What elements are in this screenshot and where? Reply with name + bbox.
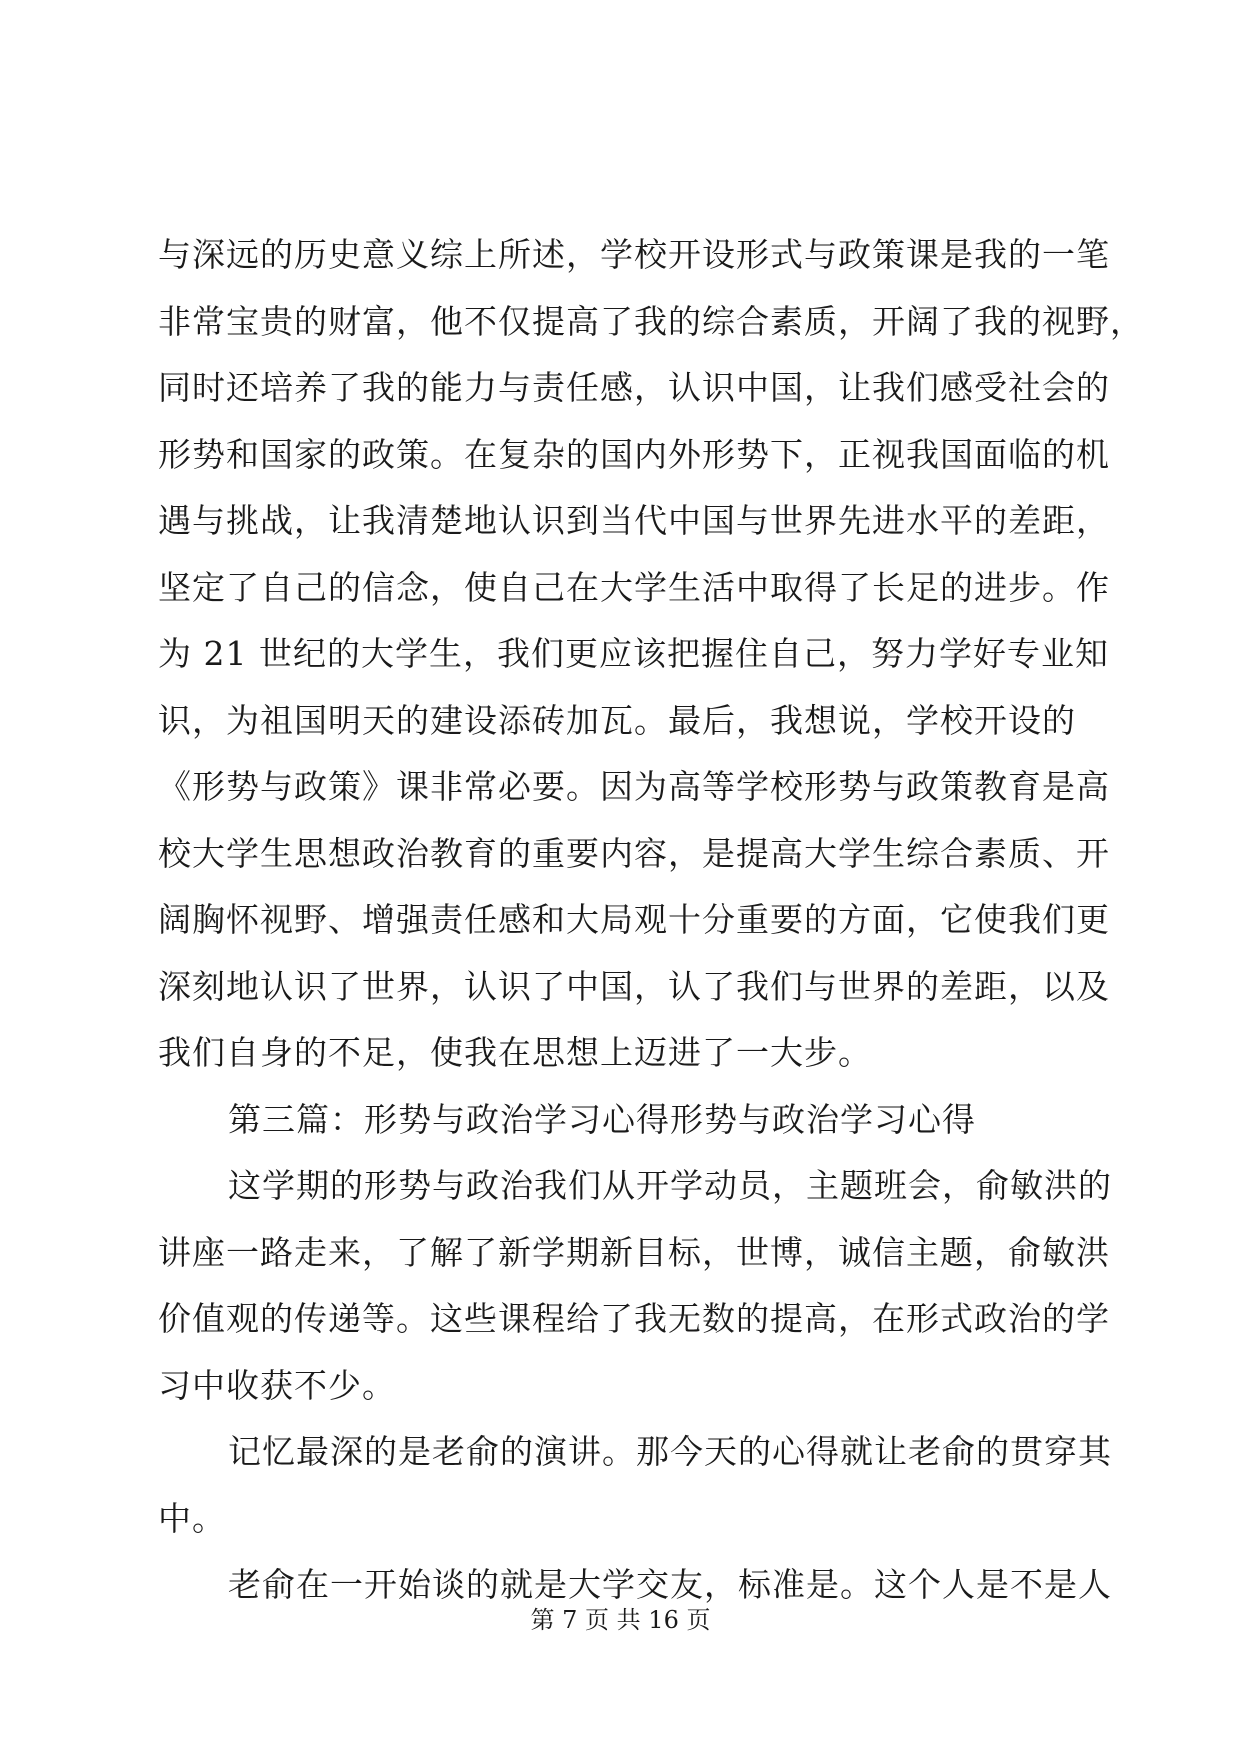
text-line: 遇与挑战，让我清楚地认识到当代中国与世界先进水平的差距，: [158, 501, 1110, 540]
text-line: 第三篇：形势与政治学习心得形势与政治学习心得: [228, 1099, 976, 1139]
text-line: 这学期的形势与政治我们从开学动员，主题班会，俞敏洪的: [228, 1166, 1112, 1205]
text-line: 记忆最深的是老俞的演讲。那今天的心得就让老俞的贯穿其: [228, 1432, 1112, 1471]
text-line: 识，为祖国明天的建设添砖加瓦。最后，我想说，学校开设的: [158, 700, 1076, 740]
text-line: 为 21 世纪的大学生，我们更应该把握住自己，努力学好专业知: [158, 634, 1109, 673]
text-line: 我们自身的不足，使我在思想上迈进了一大步。: [158, 1033, 872, 1072]
page-footer: 第 7 页 共 16 页: [530, 1606, 711, 1634]
text-line: 形势和国家的政策。在复杂的国内外形势下，正视我国面临的机: [158, 434, 1110, 474]
text-line: 价值观的传递等。这些课程给了我无数的提高，在形式政治的学: [158, 1299, 1110, 1338]
text-line: 校大学生思想政治教育的重要内容，是提高大学生综合素质、开: [158, 833, 1110, 873]
text-line: 老俞在一开始谈的就是大学交友，标准是。这个人是不是人: [228, 1565, 1112, 1604]
text-line: 同时还培养了我的能力与责任感，认识中国，让我们感受社会的: [158, 368, 1110, 407]
text-line: 《形势与政策》课非常必要。因为高等学校形势与政策教育是高: [158, 767, 1110, 806]
text-line: 与深远的历史意义综上所述，学校开设形式与政策课是我的一笔: [158, 235, 1110, 274]
text-line: 阔胸怀视野、增强责任感和大局观十分重要的方面，它使我们更: [158, 900, 1110, 939]
document-body: [158, 222, 1144, 1619]
text-line: 坚定了自己的信念，使自己在大学生活中取得了长足的进步。作: [158, 567, 1110, 607]
text-line: 讲座一路走来，了解了新学期新目标，世博，诚信主题，俞敏洪: [158, 1232, 1110, 1272]
text-line: 非常宝贵的财富，他不仅提高了我的综合素质，开阔了我的视野，: [158, 301, 1144, 341]
text-line: 中。: [158, 1498, 226, 1538]
text-line: 习中收获不少。: [158, 1365, 396, 1405]
text-line: 深刻地认识了世界，认识了中国，认了我们与世界的差距，以及: [158, 966, 1110, 1006]
